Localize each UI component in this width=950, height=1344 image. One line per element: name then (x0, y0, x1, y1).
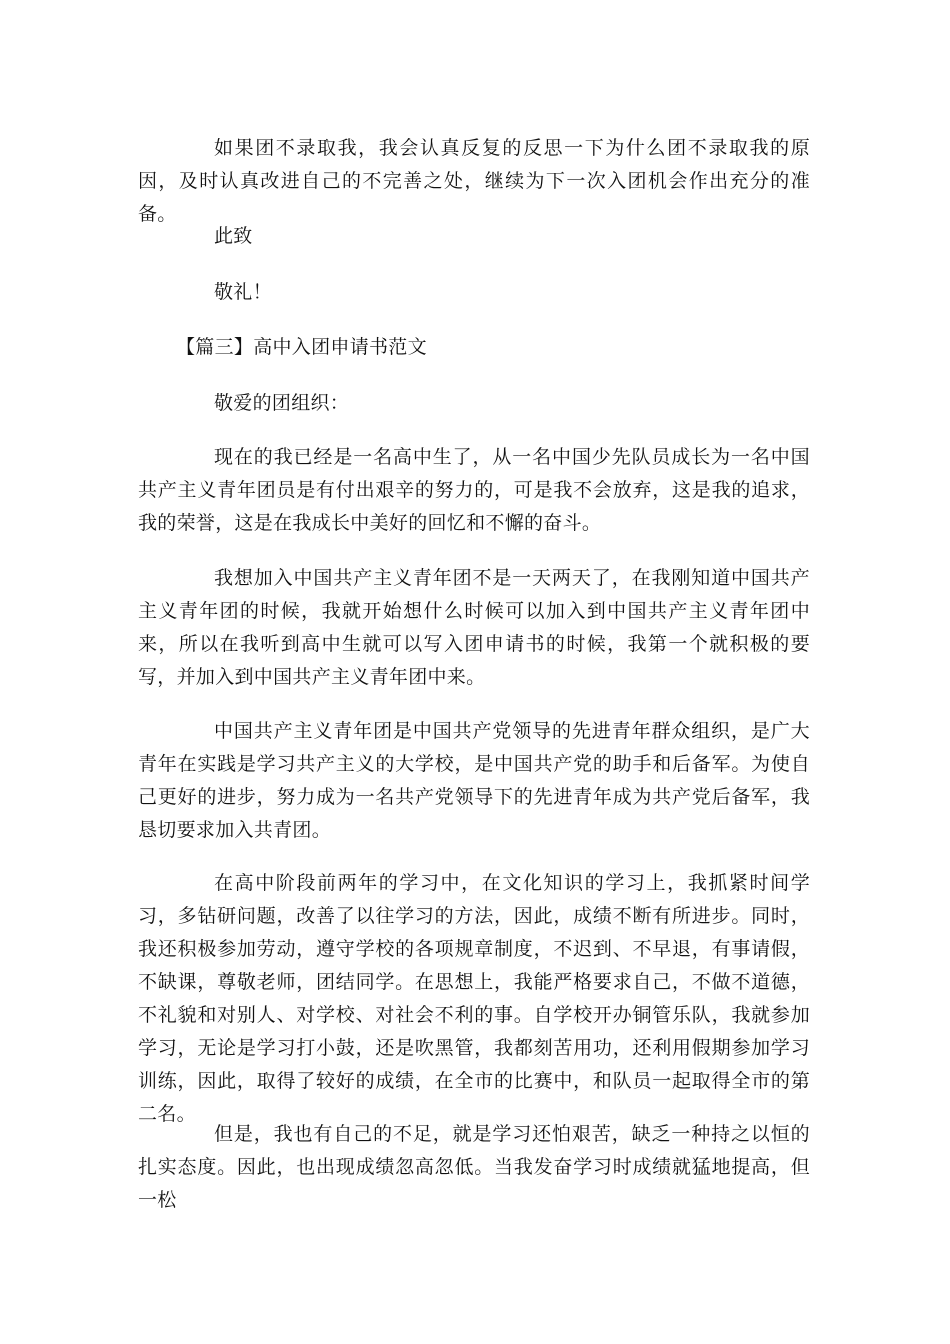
paragraph-intro: 现在的我已经是一名高中生了，从一名中国少先队员成长为一名中国共产主义青年团员是有付出艰辛的努力的，可是我不会放弃，这是我的追求，我的荣誉，这是在我成长中美好的回忆和不懈的奋斗。 (138, 446, 810, 534)
closing-salutation: 此致 (214, 225, 253, 247)
section-heading: 【篇三】高中入团申请书范文 (176, 336, 427, 358)
paragraph-reflection: 如果团不录取我，我会认真反复的反思一下为什么团不录取我的原因，及时认真改进自己的不完善之处，继续为下一次入团机会作出充分的准备。 (138, 137, 810, 225)
greeting: 敬爱的团组织： (214, 392, 350, 414)
paragraph-league: 中国共产主义青年团是中国共产党领导的先进青年群众组织，是广大青年在实践是学习共产主义的大学校，是中国共产党的助手和后备军。为使自己更好的进步，努力成为一名共产党领导下的先进青年成为共产党后备军，我恳切要求加入共青团。 (138, 720, 810, 841)
paragraph-achievements: 在高中阶段前两年的学习中，在文化知识的学习上，我抓紧时间学习，多钻研问题，改善了以往学习的方法，因此，成绩不断有所进步。同时，我还积极参加劳动，遵守学校的各项规章制度，不迟到、不早退，有事请假，不缺课，尊敬老师，团结同学。在思想上，我能严格要求自己，不做不道德，不礼貌和对别人、对学校、对社会不利的事。自学校开办铜管乐队，我就参加学习，无论是学习打小鼓，还是吹黑管，我都刻苦用功，还利用假期参加学习训练，因此，取得了较好的成绩，在全市的比赛中，和队员一起取得全市的第二名。 (138, 872, 810, 1125)
closing-respect: 敬礼！ (214, 281, 272, 303)
paragraph-desire: 我想加入中国共产主义青年团不是一天两天了，在我刚知道中国共产主义青年团的时候，我就开始想什么时候可以加入到中国共产主义青年团中来，所以在我听到高中生就可以写入团申请书的时候，我第一个就积极的要写，并加入到中国共产主义青年团中来。 (138, 567, 810, 688)
paragraph-shortcomings: 但是，我也有自己的不足，就是学习还怕艰苦，缺乏一种持之以恒的扎实态度。因此，也出现成绩忽高忽低。当我发奋学习时成绩就猛地提高，但一松 (138, 1123, 810, 1211)
